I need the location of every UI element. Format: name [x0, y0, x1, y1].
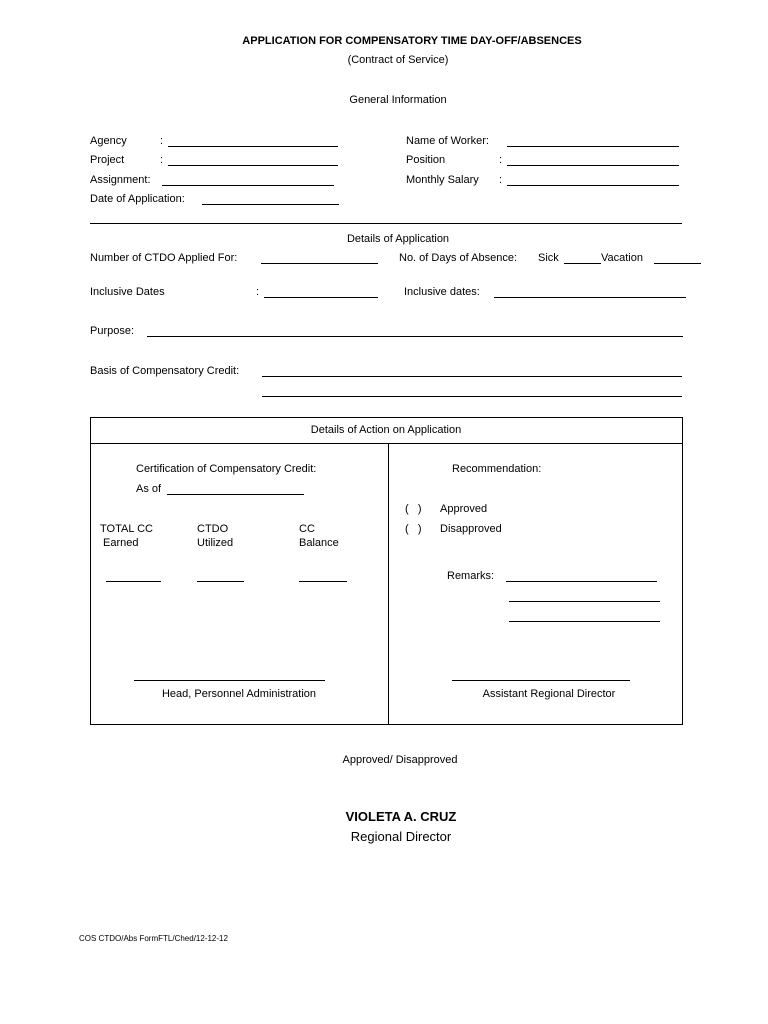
number-ctdo-label: Number of CTDO Applied For: — [90, 252, 238, 264]
approved-checkbox[interactable]: ( ) — [405, 503, 422, 515]
inclusive-dates-right-label: Inclusive dates: — [404, 286, 480, 298]
vacation-days-field[interactable] — [654, 263, 701, 264]
sick-days-field[interactable] — [564, 263, 601, 264]
remarks-label: Remarks: — [447, 570, 495, 582]
action-box-column-divider — [388, 443, 389, 724]
position-label: Position — [406, 154, 446, 166]
date-of-application-field[interactable] — [202, 204, 339, 205]
inclusive-dates-field[interactable] — [264, 297, 378, 298]
purpose-field[interactable] — [147, 336, 683, 337]
form-subtitle: (Contract of Service) — [347, 54, 449, 66]
remarks-field-line1[interactable] — [506, 581, 657, 582]
project-field[interactable] — [168, 165, 338, 166]
form-title: APPLICATION FOR COMPENSATORY TIME DAY-OFF/ABSENCES — [242, 35, 582, 47]
total-cc-earned-field[interactable] — [106, 581, 161, 582]
cc-label: CC — [299, 523, 315, 535]
cc-balance-field[interactable] — [299, 581, 347, 582]
disapproved-checkbox[interactable]: ( ) — [405, 523, 422, 535]
project-colon: : — [160, 154, 164, 166]
approved-label: Approved — [440, 503, 488, 515]
basis-field-line2[interactable] — [262, 396, 682, 397]
signatory-name: VIOLETA A. CRUZ — [345, 809, 457, 824]
ctdo-utilized-field[interactable] — [197, 581, 244, 582]
position-field[interactable] — [507, 165, 679, 166]
agency-label: Agency — [90, 135, 127, 147]
inclusive-dates-right-field[interactable] — [494, 297, 686, 298]
action-box-header-divider — [90, 443, 682, 444]
disapproved-label: Disapproved — [440, 523, 502, 535]
section-general-information: General Information — [349, 94, 447, 106]
asst-director-label: Assistant Regional Director — [482, 688, 616, 700]
utilized-label: Utilized — [197, 537, 234, 549]
basis-label: Basis of Compensatory Credit: — [90, 365, 240, 377]
head-personnel-label: Head, Personnel Administration — [161, 688, 317, 700]
signatory-title: Regional Director — [350, 829, 452, 844]
action-heading: Details of Action on Application — [310, 424, 462, 436]
days-of-absence-label: No. of Days of Absence: — [399, 252, 518, 264]
remarks-field-line3[interactable] — [509, 621, 660, 622]
agency-field[interactable] — [168, 146, 338, 147]
section-divider — [90, 223, 682, 224]
name-of-worker-label: Name of Worker: — [406, 135, 489, 147]
project-label: Project — [90, 154, 125, 166]
monthly-salary-colon: : — [499, 174, 503, 186]
assignment-field[interactable] — [162, 185, 334, 186]
as-of-label: As of — [136, 483, 162, 495]
assignment-label: Assignment: — [90, 174, 151, 186]
earned-label: Earned — [103, 537, 139, 549]
purpose-label: Purpose: — [90, 325, 135, 337]
as-of-field[interactable] — [167, 494, 304, 495]
name-of-worker-field[interactable] — [507, 146, 679, 147]
head-personnel-signature-line[interactable] — [134, 680, 325, 681]
total-cc-label: TOTAL CC — [100, 523, 153, 535]
position-colon: : — [499, 154, 503, 166]
inclusive-dates-label: Inclusive Dates — [90, 286, 165, 298]
approved-disapproved-label: Approved/ Disapproved — [342, 754, 458, 766]
agency-colon: : — [160, 135, 164, 147]
remarks-field-line2[interactable] — [509, 601, 660, 602]
ctdo-label: CTDO — [197, 523, 229, 535]
date-of-application-label: Date of Application: — [90, 193, 185, 205]
monthly-salary-field[interactable] — [507, 185, 679, 186]
sick-label: Sick — [538, 252, 559, 264]
inclusive-dates-colon: : — [256, 286, 260, 298]
certification-label: Certification of Compensatory Credit: — [136, 463, 317, 475]
balance-label: Balance — [299, 537, 339, 549]
asst-director-signature-line[interactable] — [452, 680, 630, 681]
basis-field-line1[interactable] — [262, 376, 682, 377]
details-of-application-heading: Details of Application — [346, 233, 450, 245]
number-ctdo-field[interactable] — [261, 263, 378, 264]
form-code: COS CTDO/Abs FormFTL/Ched/12-12-12 — [79, 934, 228, 943]
monthly-salary-label: Monthly Salary — [406, 174, 479, 186]
vacation-label: Vacation — [601, 252, 643, 264]
recommendation-label: Recommendation: — [452, 463, 542, 475]
